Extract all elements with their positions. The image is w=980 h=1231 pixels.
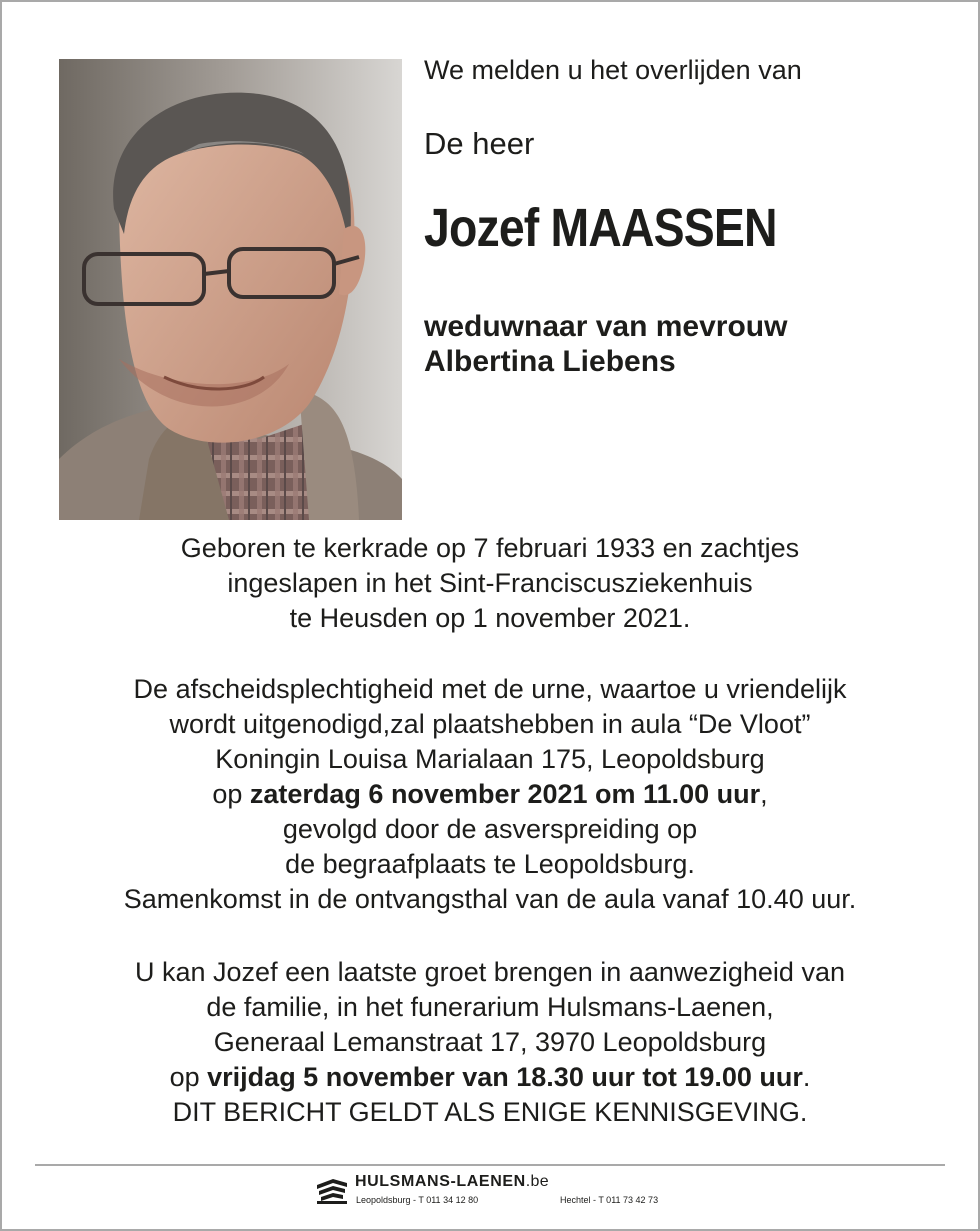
paragraph-line: Samenkomst in de ontvangsthal van de aula vanaf 10.40 uur. [123, 884, 857, 914]
spouse-info [424, 309, 787, 379]
address-hechtel: Hechtel - T 011 73 42 73 [560, 1195, 659, 1205]
birth-death-paragraph [30, 531, 950, 636]
paragraph-line: Geboren te kerkrade op 7 februari 1933 en zachtjes [180, 533, 800, 563]
intro-text: We melden u het overlijden van [424, 55, 802, 85]
paragraph-line: te Heusden op 1 november 2021. [289, 603, 691, 633]
deceased-name: Jozef MAASSEN [424, 198, 777, 258]
paragraph-line: De afscheidsplechtigheid met de urne, waartoe u vriendelijk [133, 674, 847, 704]
visitation-paragraph [30, 955, 950, 1130]
paragraph-line: Generaal Lemanstraat 17, 3970 Leopoldsburg [213, 1027, 767, 1057]
address-leopoldsburg: Leopoldsburg - T 011 34 12 80 [356, 1195, 479, 1205]
visitation-date-line [30, 1060, 950, 1095]
honorific: De heer [424, 126, 535, 161]
paragraph-line: gevolgd door de asverspreiding op [282, 814, 698, 844]
ceremony-date-line [30, 777, 950, 812]
date-prefix: op [169, 1062, 208, 1092]
funeral-home-footer [315, 1172, 675, 1212]
date-suffix: . [802, 1062, 811, 1092]
funeral-home-logo-icon [315, 1175, 349, 1205]
date-prefix: op [212, 779, 250, 809]
paragraph-line: Koningin Louisa Marialaan 175, Leopoldsburg [215, 744, 765, 774]
visitation-date: vrijdag 5 november van 18.30 uur tot 19.00 uur [207, 1062, 803, 1092]
paragraph-line: de begraafplaats te Leopoldsburg. [285, 849, 695, 879]
funeral-home-brand [355, 1173, 549, 1191]
brand-domain: .be [525, 1173, 549, 1190]
spouse-line-2: Albertina Liebens [424, 345, 676, 378]
notice-disclaimer: DIT BERICHT GELDT ALS ENIGE KENNISGEVING. [172, 1097, 808, 1127]
ceremony-paragraph [30, 672, 950, 917]
portrait-image-icon [59, 59, 402, 520]
paragraph-line: de familie, in het funerarium Hulsmans-Laenen, [206, 992, 774, 1022]
paragraph-line: ingeslapen in het Sint-Franciscusziekenhuis [227, 568, 753, 598]
brand-name: HULSMANS-LAENEN [355, 1173, 526, 1190]
date-suffix: , [760, 779, 768, 809]
footer-divider [35, 1164, 945, 1166]
ceremony-date: zaterdag 6 november 2021 om 11.00 uur [249, 779, 761, 809]
paragraph-line: U kan Jozef een laatste groet brengen in aanwezigheid van [135, 957, 845, 987]
paragraph-line: wordt uitgenodigd,zal plaatshebben in aula “De Vloot” [169, 709, 811, 739]
portrait-photo [59, 59, 402, 520]
spouse-line-1: weduwnaar van mevrouw [424, 310, 788, 343]
